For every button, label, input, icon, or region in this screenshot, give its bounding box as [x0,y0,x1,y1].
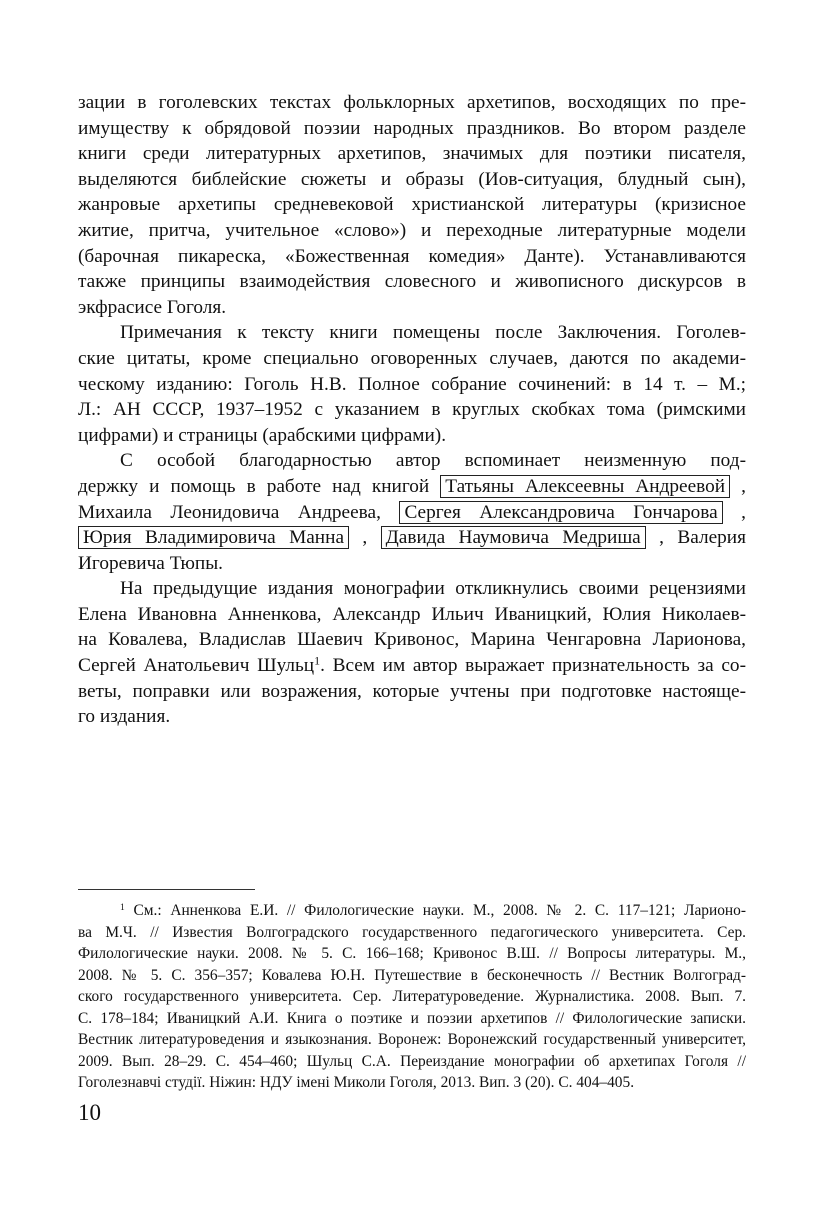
text-line: Елена Ивановна Анненкова, Александр Ильич Иваницкий, Юлия Николаев- [78,603,746,625]
footnote-line: Филологические науки. 2008. № 5. С. 166–168; Кривонос В.Ш. // Вопросы литературы. М., [78,945,746,962]
paragraph-2 [78,320,746,448]
text-line: го издания. [78,706,171,728]
text-line [78,474,746,500]
text-fragment: См.: Анненкова Е.И. // Филологические науки. М., 2008. № 2. С. 117–121; Ларионо- [133,902,746,919]
text-line: цифрами) и страницы (арабскими цифрами). [78,424,447,446]
text-fragment: , [741,475,746,497]
text-line: выделяются библейские сюжеты и образы (Иов-ситуация, блудный сын), [78,168,746,190]
footnote-reference[interactable]: 1 [314,653,321,668]
footnote-marker: 1 [120,901,125,913]
text-fragment: держку и помощь в работе над книгой [78,475,430,497]
highlighted-name: Сергея Александровича Гончарова [399,501,722,524]
footnote-line: 2009. Вып. 28–29. С. 454–460; Шульц С.А. Переиздание монографии об архетипах Гоголя // [78,1052,746,1070]
text-line: Примечания к тексту книги помещены после Заключения. Гоголев- [120,322,746,344]
text-line: (барочная пикареска, «Божественная комедия» Данте). Устанавливаются [78,245,746,267]
footnote-line: Вестник литературоведения и языкознания. Воронеж: Воронежский государственный университет, [78,1031,746,1048]
text-fragment: . Всем им автор выражает признательность за со- [320,655,746,677]
text-line: житие, притча, учительное «слово») и переходные литературные модели [78,219,746,241]
footnote-line: С. 178–184; Иваницкий А.И. Книга о поэтике и поэзии архетипов // Филологические записки. [78,1009,746,1027]
main-text [78,90,746,730]
text-line: ческому изданию: Гоголь Н.В. Полное собрание сочинений: в 14 т. – М.; [78,373,746,395]
text-line: веты, поправки или возражения, которые учтены при подготовке настояще- [78,680,746,702]
text-fragment: Михаила Леонидовича Андреева, [78,501,381,523]
highlighted-name: Юрия Владимировича Манна [78,526,349,549]
text-fragment: , [741,501,746,523]
footnote-line: Гоголезнавчі студії. Ніжин: НДУ імені Миколи Гоголя, 2013. Вип. 3 (20). С. 404–405. [78,1074,635,1091]
text-fragment: , [362,527,368,549]
footnote [78,900,746,1094]
footnote-line: ва М.Ч. // Известия Волгоградского государственного педагогического университета. Сер. [78,923,746,941]
paragraph-4 [78,576,746,730]
footnote-separator [78,889,255,890]
text-line: жанровые архетипы средневековой христианской литературы (кризисное [78,194,746,216]
text-line: имуществу к обрядовой поэзии народных праздников. Во втором разделе [78,117,746,139]
text-line [78,653,746,679]
text-line: на Ковалева, Владислав Шаевич Кривонос, Марина Ченгаровна Ларионова, [78,629,746,651]
text-line: ские цитаты, кроме специально оговоренных случаев, даются по академи- [78,347,746,369]
footnote-line [78,900,746,922]
page-number: 10 [78,1100,101,1125]
highlighted-name: Давида Наумовича Медриша [381,526,646,549]
text-line: зации в гоголевских текстах фольклорных архетипов, восходящих по пре- [78,92,746,113]
footnote-line: 2008. № 5. С. 356–357; Ковалева Ю.Н. Путешествие в бесконечность // Вестник Волгоград- [78,966,746,984]
footnote-line: ского государственного университета. Сер. Литературоведение. Журналистика. 2008. Вып. 7. [78,988,746,1005]
paragraph-3 [78,448,746,576]
text-line: экфрасисе Гоголя. [78,296,227,318]
highlighted-name: Татьяны Алексеевны Андреевой [440,475,730,498]
text-line: На предыдущие издания монографии откликнулись своими рецензиями [120,578,746,600]
text-line: книги среди литературных архетипов, значимых для поэтики писателя, [78,143,746,165]
text-line [78,525,746,551]
text-line: Л.: АН СССР, 1937–1952 с указанием в круглых скобках тома (римскими [78,399,746,421]
paragraph-1 [78,90,746,320]
text-line: Игоревича Тюпы. [78,552,224,574]
text-line: С особой благодарностью автор вспоминает неизменную под- [120,450,746,472]
text-line [78,500,746,526]
text-fragment: , Валерия [659,527,746,549]
text-line: также принципы взаимодействия словесного и живописного дискурсов в [78,271,746,293]
text-fragment: Сергей Анатольевич Шульц [78,655,315,677]
